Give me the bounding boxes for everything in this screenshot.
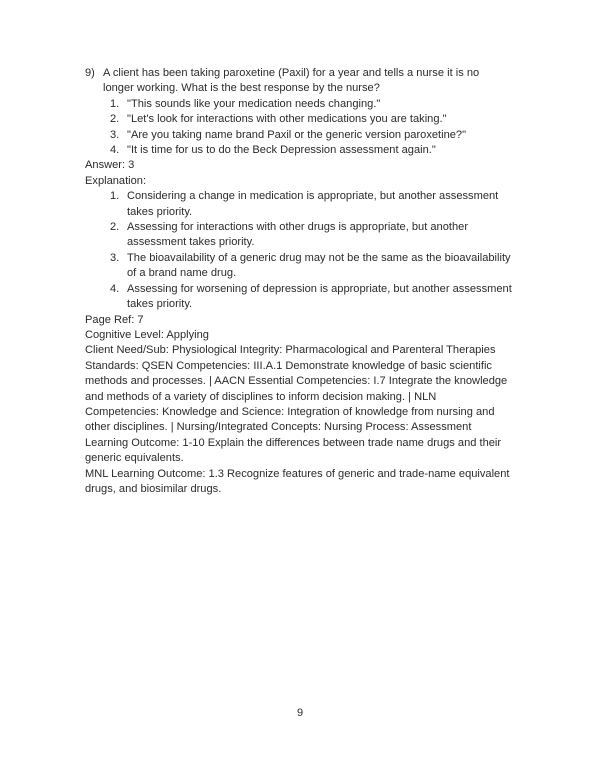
question-marker: 9) [85,67,95,79]
explanation-item-text: Assessing for worsening of depression is appropriate, but another assessment takes priority. [127,282,512,311]
answer-option-number: 4. [110,144,120,157]
client-need-line: Client Need/Sub: Physiological Integrity: Pharmacological and Parenteral Therapies [85,344,496,357]
answer-option-text: "This sounds like your medication needs changing." [127,97,381,110]
answer-options-list [85,97,513,159]
explanation-item-number: 1. [110,190,120,203]
explanation-item-number: 4. [110,282,120,295]
answer-option-number: 1. [110,97,120,110]
explanation-label: Explanation: [85,174,147,187]
answer-option-text: "Let's look for interactions with other medications you are taking." [127,113,447,126]
explanation-item-text: Considering a change in medication is appropriate, but another assessment takes priority. [127,190,499,218]
answer-option-number: 2. [110,113,120,126]
mnl-learning-outcome-line: MNL Learning Outcome: 1.3 Recognize features of generic and trade-name equivalent drugs, and biosimilar drugs. [85,467,510,495]
page-ref-line: Page Ref: 7 [85,313,144,326]
explanation-item-number: 2. [110,221,120,234]
explanation-item-text: Assessing for interactions with other drugs is appropriate, but another assessment takes priority. [127,221,469,249]
answer-option [85,112,513,127]
learning-outcome-line: Learning Outcome: 1-10 Explain the differences between trade name drugs and their generic equivalents. [85,436,502,465]
answer-option [85,97,513,112]
question-text: A client has been taking paroxetine (Paxil) for a year and tells a nurse it is no longer working. What is the best response by the nurse? [103,67,480,95]
answer-option [85,128,513,143]
page-number-footer: 9 [296,707,304,719]
explanation-item [85,251,513,282]
answer-option-text: "It is time for us to do the Beck Depression assessment again." [127,144,436,157]
explanation-item [85,220,513,251]
cognitive-level-line: Cognitive Level: Applying [85,328,209,341]
answer-option-text: "Are you taking name brand Paxil or the generic version paroxetine?" [127,128,467,141]
answer-option [85,143,513,158]
document-body [85,66,513,497]
explanation-item-text: The bioavailability of a generic drug may not be the same as the bioavailability of a brand name drug. [127,251,511,280]
answer-line: Answer: 3 [85,159,135,172]
explanation-list [85,189,513,312]
question-block [85,66,513,97]
explanation-item-number: 3. [110,251,120,264]
standards-line: Standards: QSEN Competencies: III.A.1 Demonstrate knowledge of basic scientific methods and processes. | AACN Essential Competencies: I.7 Integrate the knowledge and methods of a variety of disciplines to inform decision making. | NLN Competencies: Knowledge and Science: Integration of knowledge from nursing and other disciplines. | Nursing/Integrated Concepts: Nursing Process: Assessment [85,359,508,434]
answer-option-number: 3. [110,128,120,141]
explanation-item [85,189,513,220]
explanation-item [85,282,513,313]
